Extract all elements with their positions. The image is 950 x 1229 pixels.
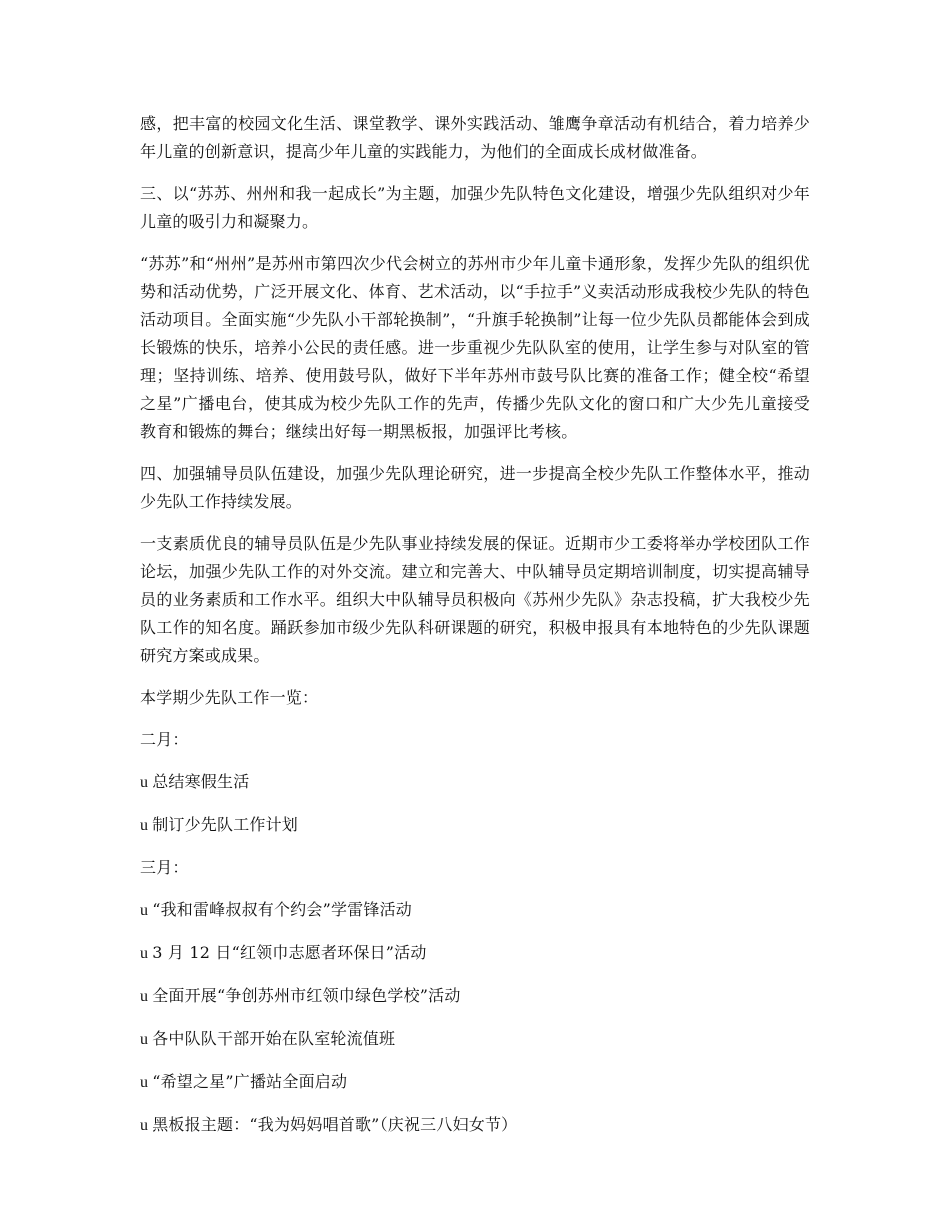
paragraph: 感，把丰富的校园文化生活、课堂教学、课外实践活动、雏鹰争章活动有机结合，着力培养少年儿童的创新意识，提高少年儿童的实践能力，为他们的全面成长成材做准备。 bbox=[140, 114, 810, 161]
month-label-march: 三月： bbox=[140, 858, 189, 877]
list-item bbox=[140, 1025, 810, 1054]
list-item-text: “我和雷峰叔叔有个约会”学雷锋活动 bbox=[152, 900, 412, 919]
list-item-text: 黑板报主题：“我为妈妈唱首歌”（庆祝三八妇女节） bbox=[152, 1115, 518, 1134]
bullet-marker: u bbox=[140, 1031, 149, 1048]
list-item-text: 全面开展“争创苏州市红领巾绿色学校”活动 bbox=[152, 986, 461, 1005]
list-item bbox=[140, 939, 810, 968]
paragraph: “苏苏”和“州州”是苏州市第四次少代会树立的苏州市少年儿童卡通形象，发挥少先队的组织优势和活动优势，广泛开展文化、体育、艺术活动，以“手拉手”义卖活动形成我校少先队的特色活动项目。全面实施“少先队小干部轮换制”，“升旗手轮换制”让每一位少先队员都能体会到成长锻炼的快乐，培养小公民的责任感。进一步重视少先队队室的使用，让学生参与对队室的管理；坚持训练、培养、使用鼓号队，做好下半年苏州市鼓号队比赛的准备工作；健全校“希望之星”广播电台，使其成为校少先队工作的先声，传播少先队文化的窗口和广大少先儿童接受教育和锻炼的舞台；继续出好每一期黑板报，加强评比考核。 bbox=[140, 254, 810, 441]
bullet-marker: u bbox=[140, 988, 149, 1005]
list-item bbox=[140, 1068, 810, 1097]
list-item bbox=[140, 811, 810, 840]
list-item bbox=[140, 768, 810, 797]
bullet-marker: u bbox=[140, 902, 149, 919]
bullet-marker: u bbox=[140, 945, 149, 962]
section-heading-four: 四、加强辅导员队伍建设，加强少先队理论研究，进一步提高全校少先队工作整体水平，推动少先队工作持续发展。 bbox=[140, 464, 810, 511]
list-item-text: 3 月 12 日“红领巾志愿者环保日”活动 bbox=[152, 943, 427, 962]
bullet-marker: u bbox=[140, 1074, 149, 1091]
bullet-marker: u bbox=[140, 774, 149, 791]
list-item bbox=[140, 1111, 810, 1140]
work-overview-heading: 本学期少先队工作一览： bbox=[140, 688, 319, 707]
list-item bbox=[140, 982, 810, 1011]
list-item-text: “希望之星”广播站全面启动 bbox=[152, 1072, 348, 1091]
list-item-text: 各中队队干部开始在队室轮流值班 bbox=[152, 1029, 396, 1048]
bullet-marker: u bbox=[140, 817, 149, 834]
section-heading-three: 三、以“苏苏、州州和我一起成长”为主题，加强少先队特色文化建设，增强少先队组织对少年儿童的吸引力和凝聚力。 bbox=[140, 184, 810, 231]
list-item-text: 制订少先队工作计划 bbox=[152, 815, 299, 834]
list-item-text: 总结寒假生活 bbox=[152, 772, 250, 791]
paragraph: 一支素质优良的辅导员队伍是少先队事业持续发展的保证。近期市少工委将举办学校团队工作论坛，加强少先队工作的对外交流。建立和完善大、中队辅导员定期培训制度，切实提高辅导员的业务素质和工作水平。组织大中队辅导员积极向《苏州少先队》杂志投稿，扩大我校少先队工作的知名度。踊跃参加市级少先队科研课题的研究，积极申报具有本地特色的少先队课题研究方案或成果。 bbox=[140, 534, 810, 665]
document-body bbox=[140, 110, 810, 1154]
bullet-marker: u bbox=[140, 1117, 149, 1134]
month-label-february: 二月： bbox=[140, 730, 189, 749]
list-item bbox=[140, 896, 810, 925]
